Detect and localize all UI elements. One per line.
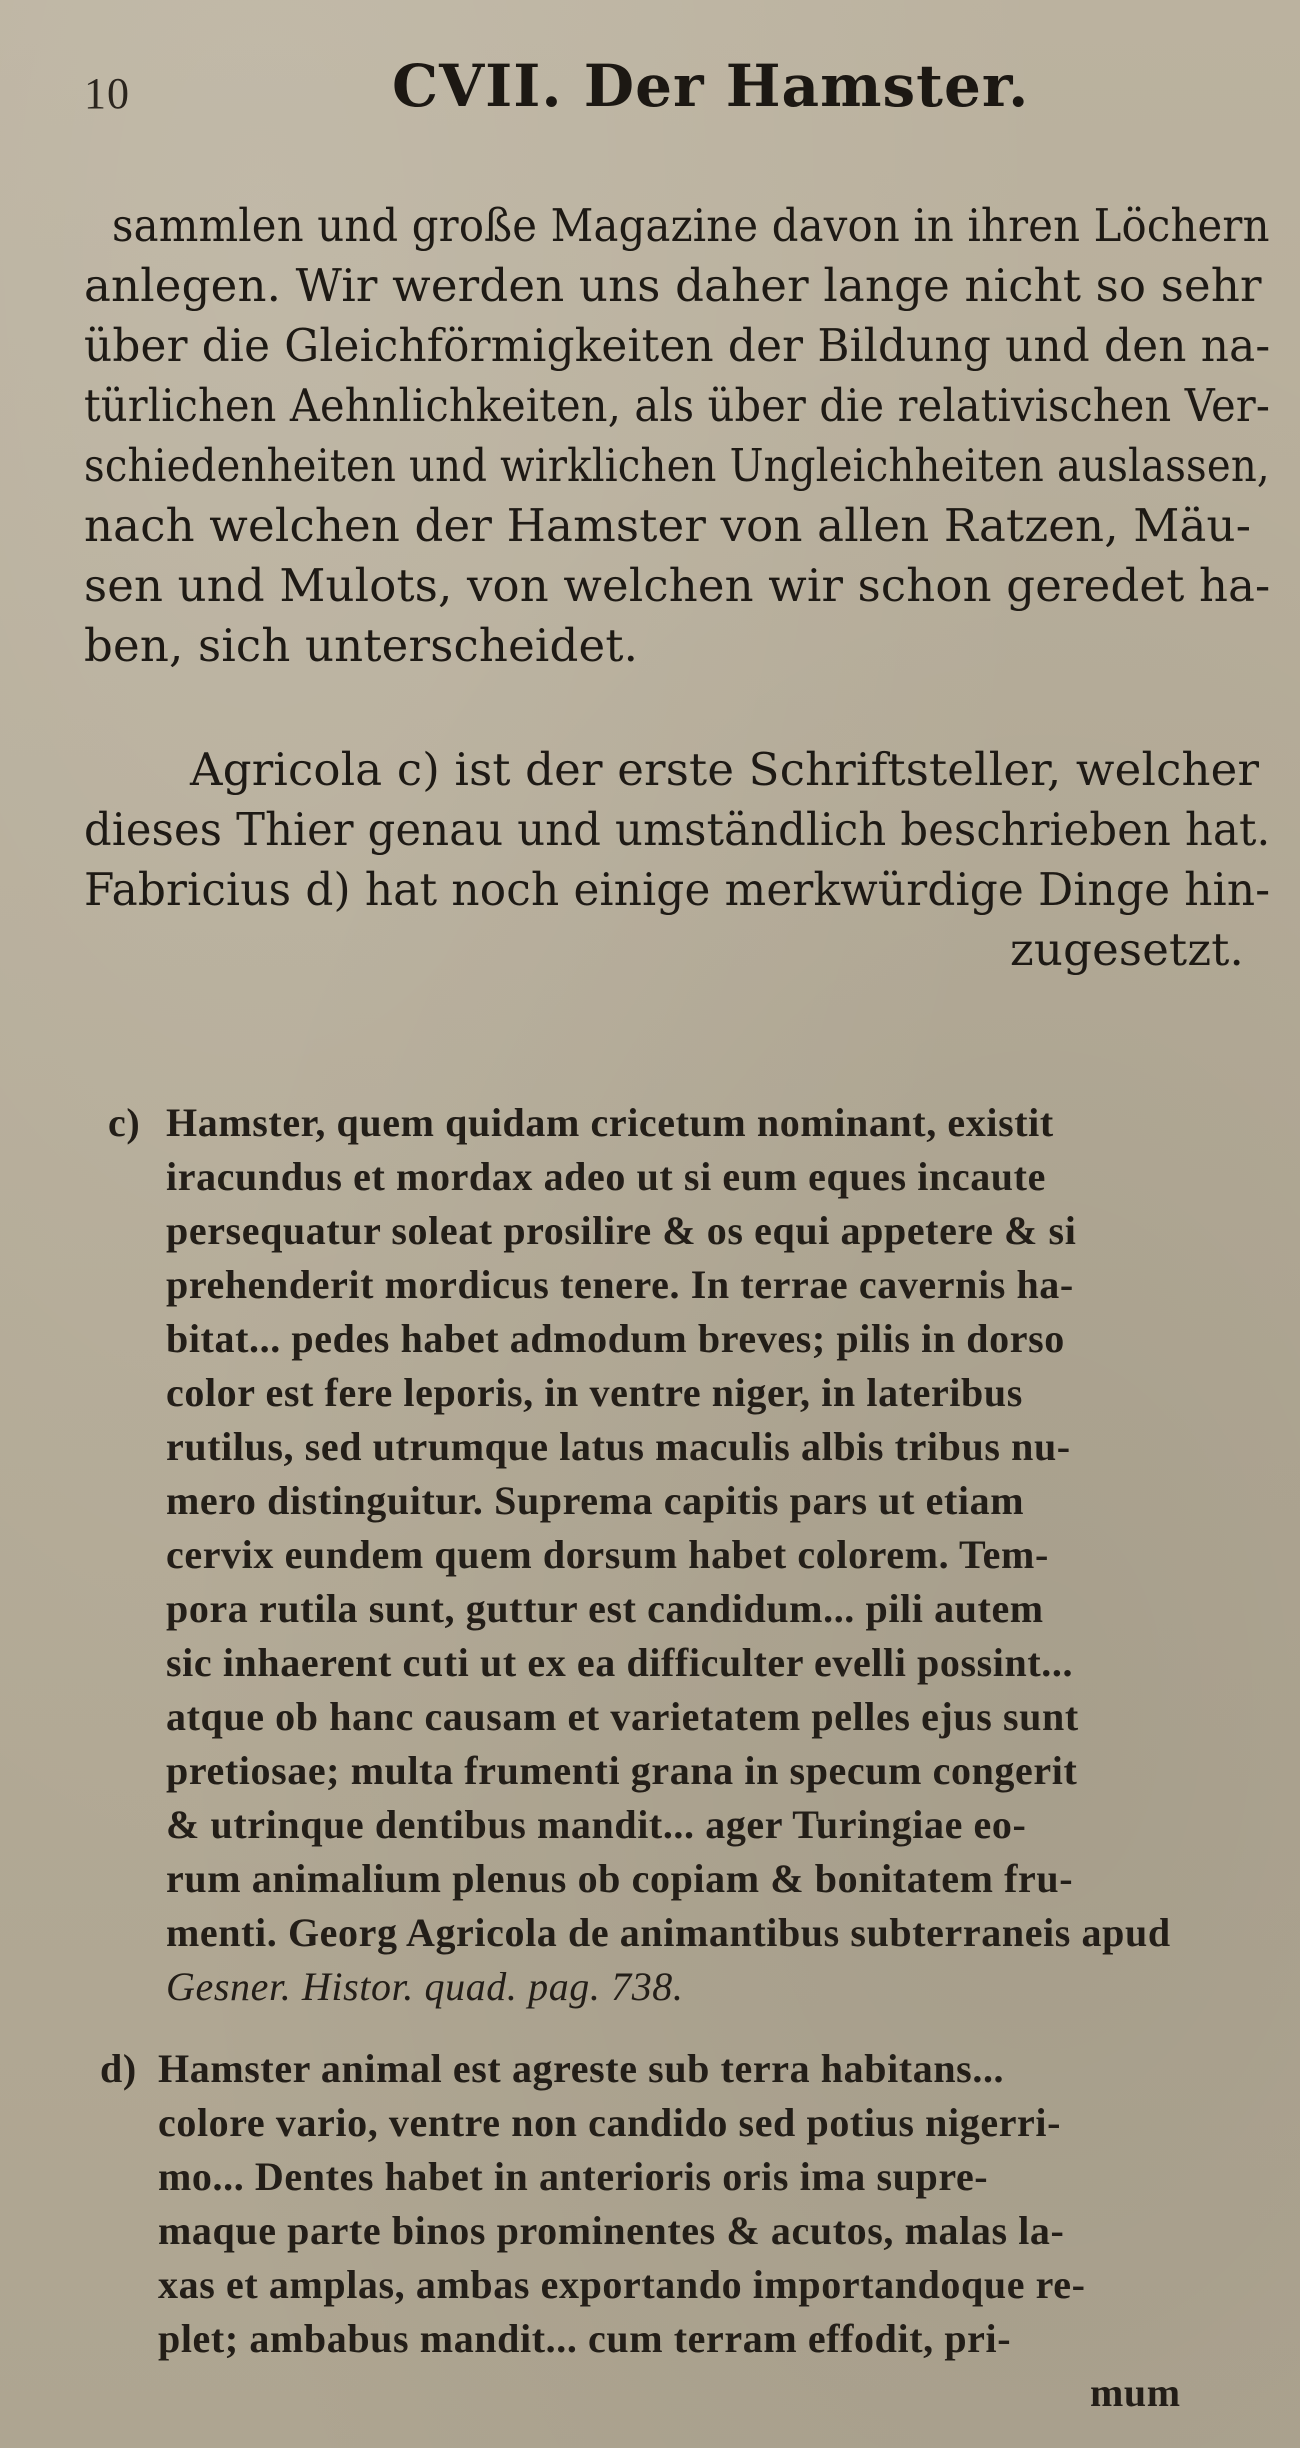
text-line: über die Gleichförmigkeiten der Bildung und den na-	[84, 319, 1271, 372]
footnote-line: iracundus et mordax adeo ut si eum eques incaute	[166, 1154, 1046, 1199]
footnote-marker: d)	[100, 2046, 137, 2091]
footnote-line: xas et amplas, ambas exportando importandoque re-	[158, 2262, 1086, 2307]
text-line: dieses Thier genau und umständlich beschrieben hat.	[84, 803, 1271, 856]
footnote-line: rum animalium plenus ob copiam & bonitatem fru-	[166, 1856, 1074, 1901]
text-line: zugesetzt.	[1010, 923, 1245, 976]
text-line: sen und Mulots, von welchen wir schon geredet ha-	[84, 559, 1271, 612]
text-line: nach welchen der Hamster von allen Ratzen, Mäu-	[84, 499, 1252, 552]
footnote-line: pora rutila sunt, guttur est candidum... pili autem	[166, 1586, 1044, 1631]
footnote-line: prehenderit mordicus tenere. In terrae cavernis ha-	[166, 1262, 1074, 1307]
text-line: anlegen. Wir werden uns daher lange nicht so sehr	[84, 259, 1262, 312]
footnote-line: atque ob hanc causam et varietatem pelles ejus sunt	[166, 1694, 1079, 1739]
text-line: Agricola c) ist der erste Schriftsteller, welcher	[190, 743, 1260, 796]
footnote-line: & utrinque dentibus mandit... ager Turingiae eo-	[166, 1802, 1027, 1847]
text-line: schiedenheiten und wirklichen Ungleichheiten auslassen,	[84, 439, 1270, 492]
footnote-line: maque parte binos prominentes & acutos, malas la-	[158, 2208, 1065, 2253]
footnote-line: mero distinguitur. Suprema capitis pars ut etiam	[166, 1478, 1025, 1523]
text-line: türlichen Aehnlichkeiten, als über die relativischen Ver-	[84, 379, 1271, 432]
text-line: Fabricius d) hat noch einige merkwürdige Dinge hin-	[84, 863, 1271, 916]
footnote-line: Hamster, quem quidam cricetum nominant, existit	[166, 1100, 1054, 1145]
text-line: sammlen und große Magazine davon in ihren Löchern	[112, 199, 1270, 252]
footnote-citation: Gesner. Histor. quad. pag. 738.	[166, 1964, 684, 2009]
footnote-line: sic inhaerent cuti ut ex ea difficulter evelli possint...	[166, 1640, 1074, 1685]
text-line: ben, sich unterscheidet.	[84, 619, 639, 672]
footnote-line: color est fere leporis, in ventre niger, in lateribus	[166, 1370, 1023, 1415]
footnote-line: Hamster animal est agreste sub terra habitans...	[158, 2046, 1005, 2091]
catchword: mum	[1090, 2370, 1181, 2415]
footnote-line: mo... Dentes habet in anterioris oris ima supre-	[158, 2154, 989, 2199]
footnote-line: bitat... pedes habet admodum breves; pilis in dorso	[166, 1316, 1065, 1361]
footnote-line: menti. Georg Agricola de animantibus subterraneis apud	[166, 1910, 1171, 1955]
footnote-marker: c)	[108, 1100, 141, 1145]
footnote-line: colore vario, ventre non candido sed potius nigerri-	[158, 2100, 1062, 2145]
footnote-line: pretiosae; multa frumenti grana in specum congerit	[166, 1748, 1078, 1793]
footnote-line: cervix eundem quem dorsum habet colorem. Tem-	[166, 1532, 1049, 1577]
running-head: CVII. Der Hamster.	[392, 52, 1030, 120]
page-number: 10	[84, 69, 130, 118]
footnote-line: persequatur soleat prosilire & os equi appetere & si	[166, 1208, 1077, 1253]
footnote-line: plet; ambabus mandit... cum terram effodit, pri-	[158, 2316, 1012, 2361]
footnote-line: rutilus, sed utrumque latus maculis albis tribus nu-	[166, 1424, 1071, 1469]
page-header	[0, 0, 1300, 150]
